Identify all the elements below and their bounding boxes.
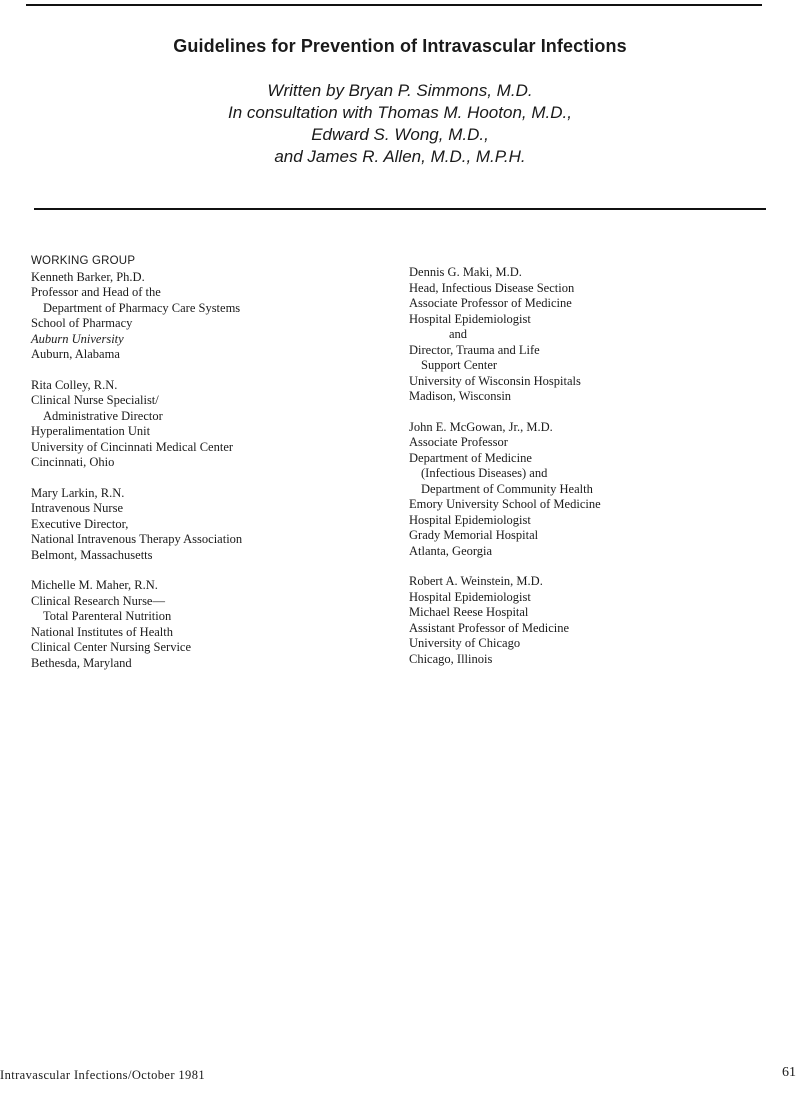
member-entry bbox=[31, 578, 391, 671]
top-rule bbox=[26, 4, 762, 6]
member-detail-line: Belmont, Massachusetts bbox=[31, 547, 153, 562]
member-detail-line: Auburn University bbox=[31, 331, 124, 346]
member-detail-line: Atlanta, Georgia bbox=[409, 543, 493, 558]
section-rule bbox=[34, 208, 766, 210]
page-title: Guidelines for Prevention of Intravascular Infections bbox=[173, 36, 627, 56]
member-detail-line: Head, Infectious Disease Section bbox=[409, 280, 575, 295]
member-detail-line: Intravenous Nurse bbox=[31, 501, 123, 515]
member-detail-line: School of Pharmacy bbox=[31, 316, 133, 330]
member-detail-line: (Infectious Diseases) and bbox=[421, 466, 548, 480]
member-entry bbox=[31, 486, 391, 564]
member-detail-line: Grady Memorial Hospital bbox=[409, 528, 539, 542]
author-line: and James R. Allen, M.D., M.P.H. bbox=[274, 147, 526, 166]
working-group-left-column bbox=[31, 254, 391, 686]
member-name: John E. McGowan, Jr., M.D. bbox=[409, 419, 553, 434]
member-detail-line: Associate Professor of Medicine bbox=[409, 296, 572, 310]
member-detail-line: Bethesda, Maryland bbox=[31, 655, 132, 670]
member-detail-line: Hyperalimentation Unit bbox=[31, 424, 151, 438]
member-detail-line: Emory University School of Medicine bbox=[409, 497, 601, 511]
member-detail-line: Hospital Epidemiologist bbox=[409, 311, 531, 326]
author-line: Edward S. Wong, M.D., bbox=[311, 125, 489, 144]
member-entry bbox=[409, 420, 789, 560]
member-detail-line: Michael Reese Hospital bbox=[409, 605, 529, 619]
member-detail-line: University of Wisconsin Hospitals bbox=[409, 373, 581, 388]
member-entry bbox=[31, 378, 391, 471]
member-name: Dennis G. Maki, M.D. bbox=[409, 265, 522, 279]
author-line: Written by Bryan P. Simmons, M.D. bbox=[267, 81, 533, 100]
member-detail-line: Administrative Director bbox=[43, 408, 163, 423]
member-detail-line: Clinical Center Nursing Service bbox=[31, 640, 192, 654]
member-detail-line: Executive Director, bbox=[31, 516, 129, 531]
member-entry bbox=[409, 574, 789, 667]
member-detail-line: National Intravenous Therapy Association bbox=[31, 532, 243, 546]
author-byline bbox=[0, 80, 800, 168]
member-detail-line: University of Chicago bbox=[409, 636, 521, 650]
member-detail-line: University of Cincinnati Medical Center bbox=[31, 439, 234, 454]
member-entry bbox=[409, 265, 789, 405]
member-detail-line: National Institutes of Health bbox=[31, 624, 173, 639]
member-detail-line: Assistant Professor of Medicine bbox=[409, 620, 570, 635]
member-detail-line: Hospital Epidemiologist bbox=[409, 512, 531, 527]
member-name: Michelle M. Maher, R.N. bbox=[31, 578, 158, 592]
member-detail-line: Associate Professor bbox=[409, 435, 508, 449]
member-detail-line: Department of Medicine bbox=[409, 450, 532, 465]
running-footer: Intravascular Infections/October 1981 bbox=[0, 1068, 206, 1082]
member-detail-line: Director, Trauma and Life bbox=[409, 342, 540, 357]
working-group-right-column bbox=[409, 265, 789, 682]
member-name: Robert A. Weinstein, M.D. bbox=[409, 574, 543, 588]
page-number: 61 bbox=[782, 1065, 796, 1080]
member-entry bbox=[31, 270, 391, 363]
member-name: Rita Colley, R.N. bbox=[31, 377, 118, 392]
member-detail-line: Madison, Wisconsin bbox=[409, 389, 512, 403]
member-detail-line: Support Center bbox=[421, 358, 498, 372]
member-detail-line: Professor and Head of the bbox=[31, 285, 161, 299]
member-detail-line: Clinical Nurse Specialist/ bbox=[31, 393, 159, 407]
working-group-heading: WORKING GROUP bbox=[31, 255, 136, 267]
member-detail-line: Cincinnati, Ohio bbox=[31, 455, 115, 469]
member-detail-line: Department of Community Health bbox=[421, 481, 593, 496]
author-line: In consultation with Thomas M. Hooton, M.D., bbox=[228, 103, 572, 122]
member-detail-line: Total Parenteral Nutrition bbox=[43, 609, 172, 623]
member-detail-line: Hospital Epidemiologist bbox=[409, 589, 531, 604]
member-detail-line: Department of Pharmacy Care Systems bbox=[43, 300, 241, 315]
member-detail-line: Clinical Research Nurse— bbox=[31, 593, 165, 608]
member-detail-line: Chicago, Illinois bbox=[409, 651, 493, 666]
member-detail-line: and bbox=[449, 327, 468, 341]
member-name: Kenneth Barker, Ph.D. bbox=[31, 269, 145, 284]
member-name: Mary Larkin, R.N. bbox=[31, 485, 125, 500]
member-detail-line: Auburn, Alabama bbox=[31, 347, 120, 361]
